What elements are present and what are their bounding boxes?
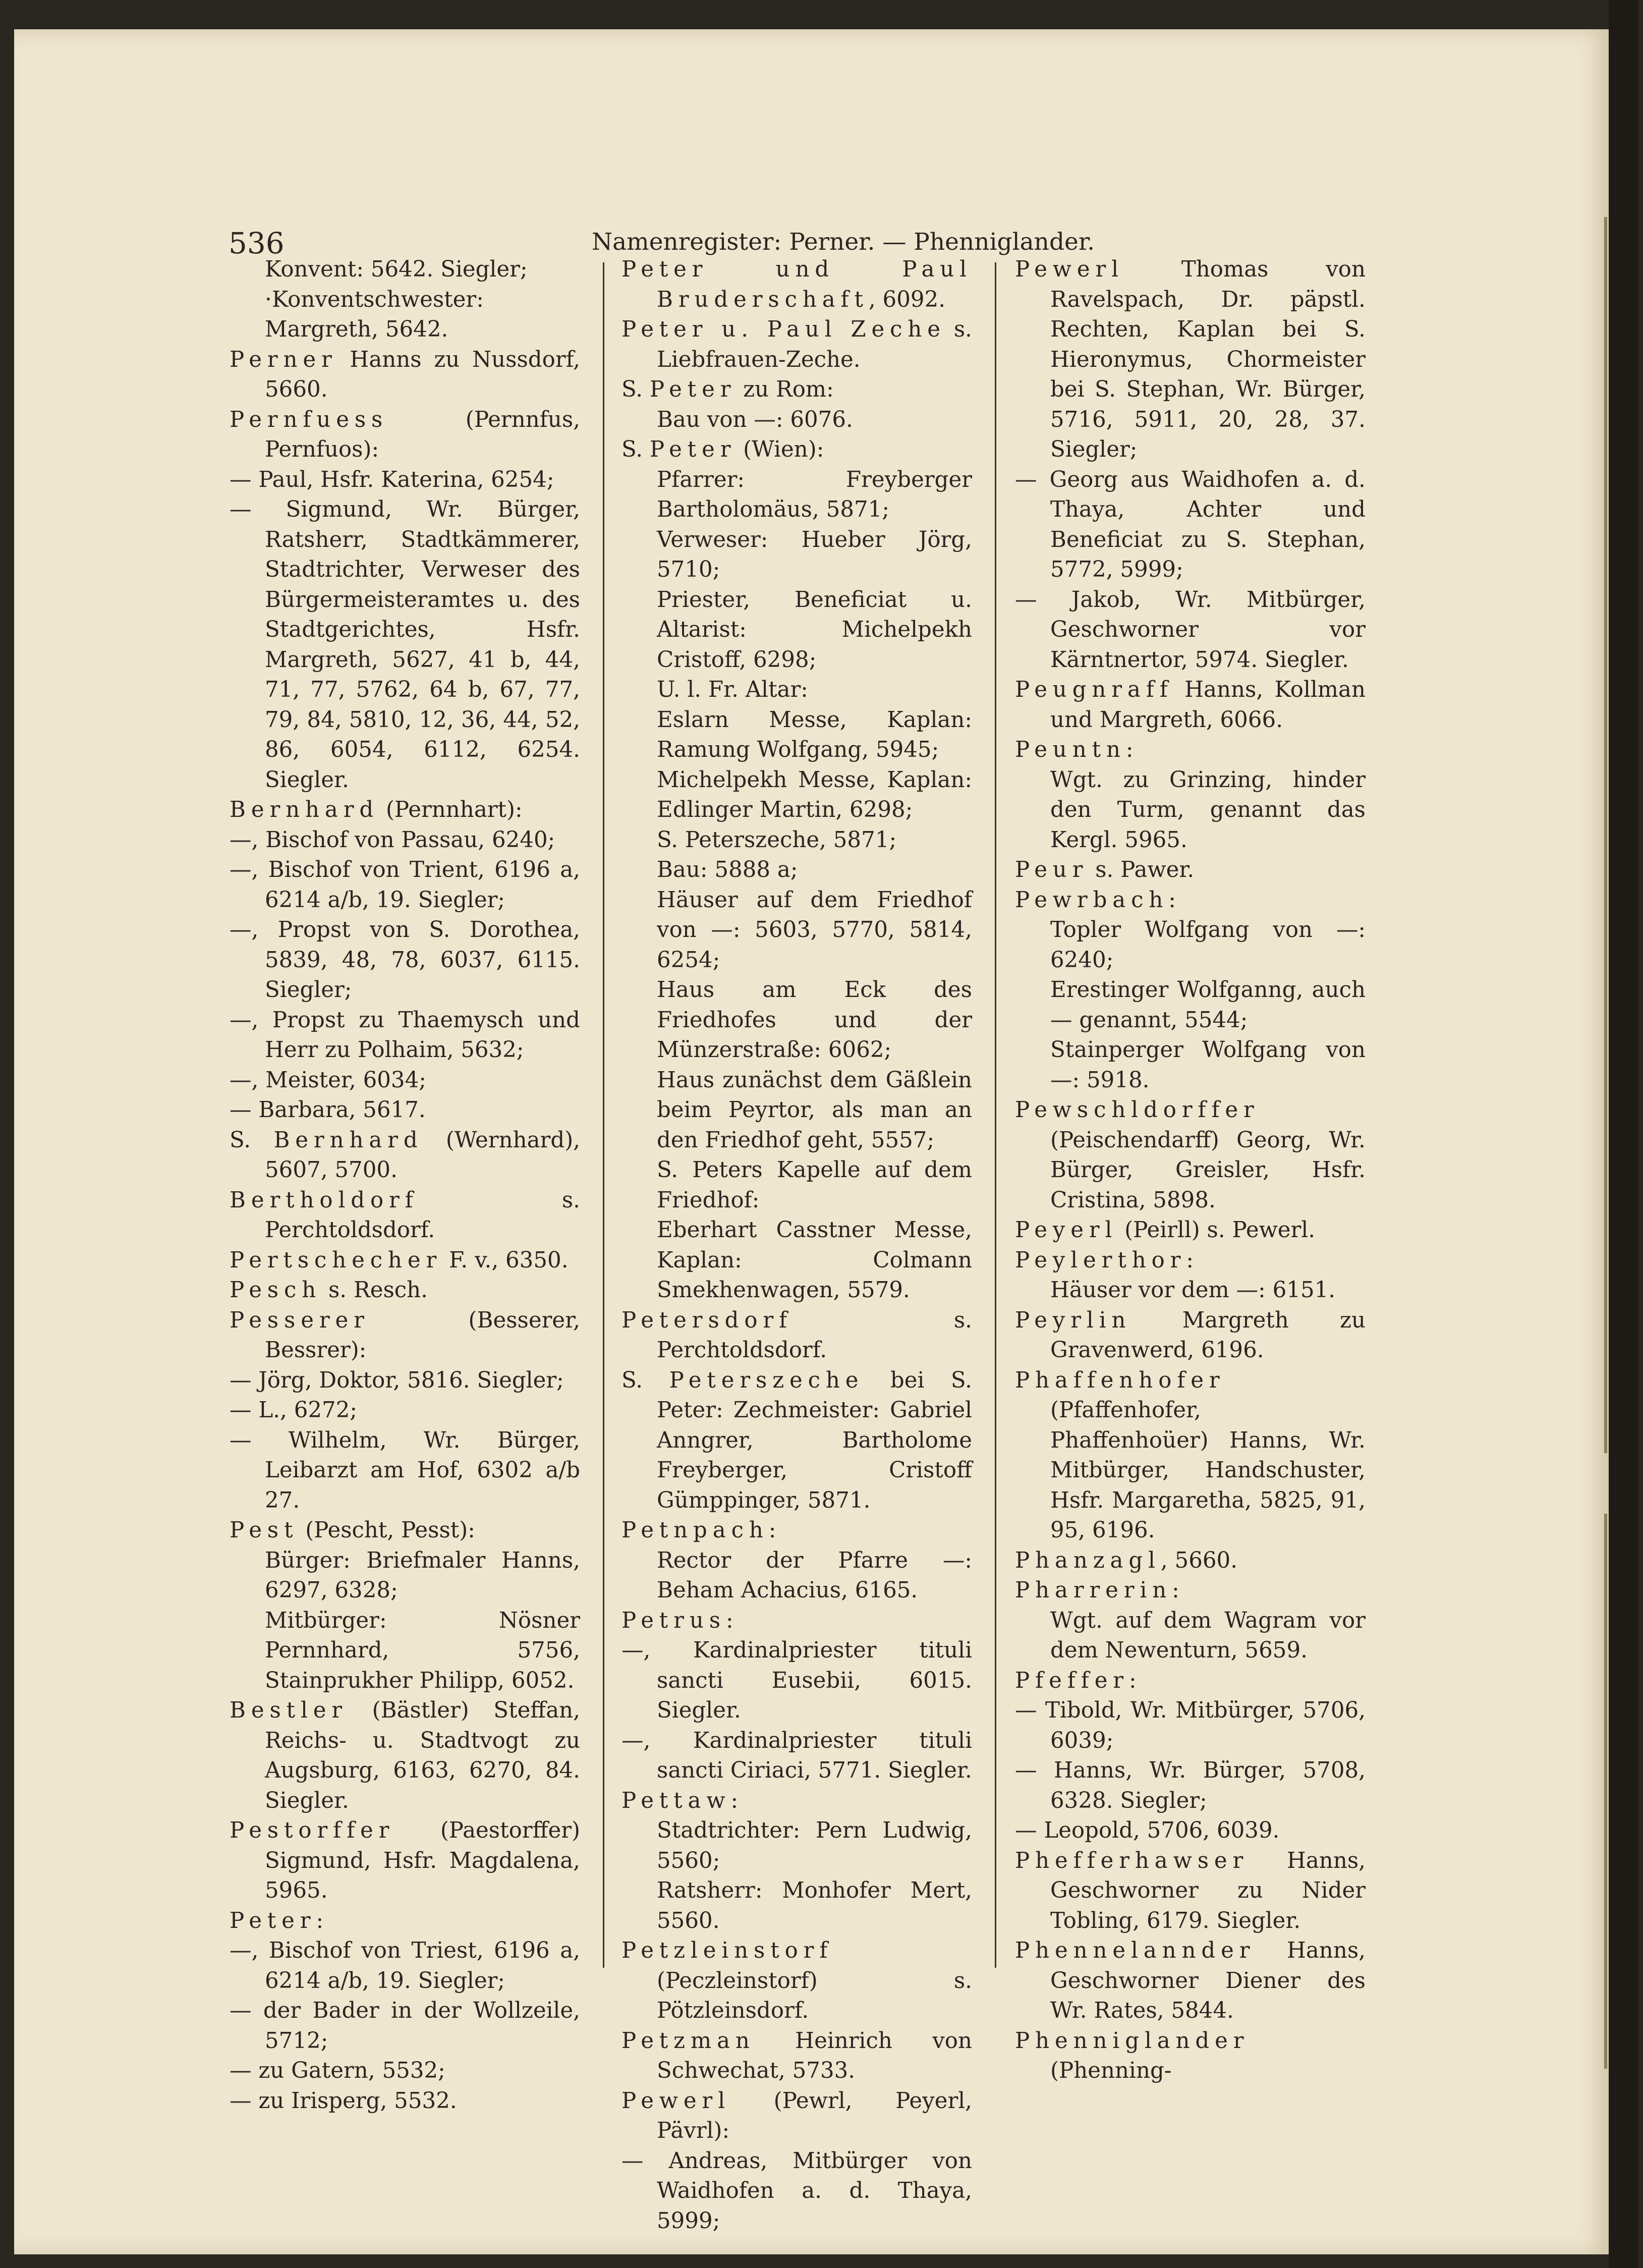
index-entry <box>621 855 972 886</box>
index-entry <box>230 1816 580 1906</box>
index-entry <box>1015 465 1366 585</box>
entry-text: — der Bader in der Wollzeile, 5712; <box>230 1998 580 2054</box>
index-entry <box>1015 1606 1366 1666</box>
entry-text: — Hanns, Wr. Bürger, 5708, 6328. Siegler; <box>1015 1758 1366 1813</box>
entry-text: : <box>1128 1668 1137 1693</box>
entry-headword: Pestorffer <box>230 1818 395 1843</box>
index-entry <box>621 315 972 375</box>
entry-text: — Paul, Hsfr. Katerina, 6254; <box>230 467 554 492</box>
entry-headword: Peter <box>649 377 736 402</box>
index-entry <box>230 1186 580 1246</box>
entry-text: Eslarn Messe, Kaplan: Ramung Wolfgang, 5945; <box>657 707 972 762</box>
index-entry <box>621 1636 972 1726</box>
index-entry <box>230 915 580 1006</box>
index-entry <box>1015 1756 1366 1816</box>
entry-headword: Peter u. Paul Zeche <box>621 317 946 342</box>
index-entry <box>230 1095 580 1126</box>
entry-headword: Peter <box>649 437 736 462</box>
entry-headword: Pertschecher <box>230 1247 442 1273</box>
index-entry <box>621 255 972 315</box>
page-number: 536 <box>229 226 285 260</box>
entry-text: Heinrich von Schwechat, 5733. <box>657 2028 972 2083</box>
entry-text: (Peczleinstorf) s. Pötzleinsdorf. <box>657 1968 972 2023</box>
entry-text: Verweser: Hueber Jörg, 5710; <box>657 527 972 582</box>
entry-headword: Bernhard <box>273 1127 423 1153</box>
index-entry <box>621 705 972 765</box>
index-entry <box>1015 1095 1366 1215</box>
entry-text: Erestinger Wolfganng, auch — genannt, 5544; <box>1050 977 1366 1033</box>
index-entry <box>1015 1215 1366 1246</box>
entry-text: (Pfaffenhofer, Phaffenhoüer) Hanns, Wr. Mitbürger, Handschuster, Hsfr. Margaretha, 5825, 91, 95, 6196. <box>1050 1398 1366 1543</box>
index-column-2 <box>621 255 972 2236</box>
entry-text: Hanns, Kollman und Margreth, 6066. <box>1050 677 1366 733</box>
entry-text: Bürger: Briefmaler Hanns, 6297, 6328; <box>265 1547 580 1603</box>
entry-text: Rector der Pfarre —: Beham Achacius, 6165. <box>657 1547 972 1603</box>
entry-text: S. Peterszeche, 5871; <box>657 827 897 853</box>
entry-text: s. Resch. <box>321 1278 428 1303</box>
index-entry <box>621 825 972 856</box>
entry-text: (Besserer, Bessrer): <box>265 1307 580 1363</box>
entry-text: —, Propst zu Thaemysch und Herr zu Polhaim, 5632; <box>230 1007 580 1063</box>
index-entry <box>230 1426 580 1516</box>
entry-text: — Leopold, 5706, 6039. <box>1015 1818 1280 1843</box>
entry-text: (Phenning- <box>1050 2058 1172 2083</box>
index-entry <box>230 465 580 495</box>
entry-text: (Wien): <box>736 437 824 462</box>
index-entry <box>1015 1666 1366 1696</box>
index-entry <box>1015 1846 1366 1937</box>
entry-headword: Petersdorf <box>621 1307 793 1333</box>
entry-text: bei S. Peter: Zechmeister: Gabriel Anngrer, Bartholome Freyberger, Cristoff Gümppinger, 5871. <box>657 1367 973 1513</box>
entry-text: —, Bischof von Passau, 6240; <box>230 827 555 853</box>
entry-text: Priester, Beneficiat u. Altarist: Michelpekh Cristoff, 6298; <box>657 587 972 673</box>
index-entry <box>230 2086 580 2117</box>
entry-prefix: S. <box>230 1127 274 1153</box>
entry-text: (Peischendarff) Georg, Wr. Bürger, Greisler, Hsfr. Cristina, 5898. <box>1050 1127 1366 1213</box>
index-entry <box>230 1066 580 1096</box>
entry-text: — zu Gatern, 5532; <box>230 2058 445 2083</box>
entry-headword: Bernhard <box>230 797 379 822</box>
entry-text: F. v., 6350. <box>442 1247 569 1273</box>
index-entry <box>1015 1936 1366 2026</box>
index-entry <box>230 495 580 795</box>
entry-headword: Pharrerin <box>1015 1578 1172 1603</box>
entry-text: —, Bischof von Trient, 6196 a, 6214 a/b, 19. Siegler; <box>230 857 580 913</box>
index-entry <box>1015 1816 1366 1846</box>
index-entry <box>1015 855 1366 886</box>
binding-thread <box>1604 1514 1607 2069</box>
entry-headword: Pewerl <box>1015 257 1124 282</box>
index-entry <box>230 285 580 345</box>
entry-text: Bau von —: 6076. <box>657 407 853 432</box>
running-title: Namenregister: Perner. — Phenniglander. <box>592 228 1095 256</box>
entry-headword: Pest <box>230 1518 299 1543</box>
index-entry <box>1015 915 1366 975</box>
entry-headword: Bertholdorf <box>230 1187 419 1213</box>
index-entry <box>230 1006 580 1066</box>
entry-headword: Petrus <box>621 1608 726 1633</box>
entry-text: : <box>725 1608 733 1633</box>
entry-text: Mitbürger: Nösner Pernnhard, 5756, Stainprukher Philipp, 6052. <box>265 1608 580 1693</box>
entry-text: : <box>1186 1247 1194 1273</box>
entry-text: s. Pawer. <box>1088 857 1195 882</box>
index-column-3 <box>1015 255 1366 2086</box>
entry-text: Ratsherr: Monhofer Mert, 5560. <box>657 1878 972 1933</box>
index-entry <box>1015 975 1366 1035</box>
entry-text: (Peirll) s. Pewerl. <box>1117 1218 1316 1243</box>
index-entry <box>621 1786 972 1816</box>
entry-headword: Pesch <box>230 1278 322 1303</box>
column-rule-1 <box>603 262 604 1968</box>
entry-text: s. Perchtoldsdorf. <box>265 1187 580 1243</box>
index-entry <box>230 1246 580 1276</box>
entry-text: Thomas von Ravelspach, Dr. päpstl. Rechten, Kaplan bei S. Hieronymus, Chormeister bei S. Stephan, Wr. Bürger, 5716, 5911, 20, 28, 37. Siegler; <box>1050 257 1366 462</box>
entry-text: Hanns, Geschworner Diener des Wr. Rates, 5844. <box>1050 1938 1366 2023</box>
entry-text: Haus am Eck des Friedhofes und der Münzerstraße: 6062; <box>657 977 972 1063</box>
index-entry <box>621 1516 972 1546</box>
index-entry <box>1015 2026 1366 2086</box>
index-entry <box>230 1516 580 1546</box>
entry-text: , 5660. <box>1160 1547 1238 1573</box>
index-entry <box>230 1396 580 1426</box>
entry-headword: Pettaw <box>621 1788 731 1813</box>
entry-text: — Andreas, Mitbürger von Waidhofen a. d. Thaya, 5999; <box>621 2148 972 2234</box>
entry-text: —, Kardinalpriester tituli sancti Eusebii, 6015. Siegler. <box>621 1638 972 1723</box>
entry-headword: Phanzagl <box>1015 1547 1161 1573</box>
entry-text: — Tibold, Wr. Mitbürger, 5706, 6039; <box>1015 1698 1366 1753</box>
index-entry <box>621 1366 972 1516</box>
index-entry <box>230 255 580 285</box>
entry-text: Hanns zu Nussdorf, 5660. <box>265 347 580 402</box>
entry-headword: Peur <box>1015 857 1089 882</box>
index-entry <box>1015 1276 1366 1306</box>
index-entry <box>621 375 972 405</box>
index-entry <box>230 2056 580 2086</box>
index-entry <box>1015 735 1366 765</box>
index-entry <box>621 1066 972 1156</box>
index-entry <box>230 1546 580 1606</box>
index-entry <box>230 795 580 825</box>
index-entry <box>230 1276 580 1306</box>
index-entry <box>1015 585 1366 676</box>
entry-text: , 6092. <box>868 287 946 312</box>
index-entry <box>230 1996 580 2056</box>
entry-headword: Peylerthor <box>1015 1247 1186 1273</box>
entry-headword: Phenniglander <box>1015 2028 1250 2054</box>
index-entry <box>230 1606 580 1696</box>
entry-text: Stainperger Wolfgang von —: 5918. <box>1050 1037 1366 1093</box>
index-entry <box>1015 1576 1366 1606</box>
entry-text: Konvent: 5642. Siegler; <box>265 257 528 282</box>
index-entry <box>621 975 972 1066</box>
index-entry <box>230 1306 580 1366</box>
index-entry <box>230 1696 580 1816</box>
entry-headword: Peugnraff <box>1015 677 1173 702</box>
index-entry <box>621 1306 972 1366</box>
entry-text: —, Bischof von Triest, 6196 a, 6214 a/b, 19. Siegler; <box>230 1938 580 1994</box>
entry-headword: Pewschldorffer <box>1015 1097 1260 1123</box>
binding-thread <box>1604 217 1607 1453</box>
entry-headword: Peter und Paul Bruderschaft <box>621 257 972 312</box>
index-entry <box>1015 765 1366 856</box>
entry-text: s. Perchtoldsdorf. <box>657 1307 972 1363</box>
entry-text: (Pewrl, Peyerl, Pävrl): <box>657 2088 972 2143</box>
entry-headword: Pernfuess <box>230 407 388 432</box>
entry-headword: Petzleinstorf <box>621 1938 833 1963</box>
entry-text: Häuser vor dem —: 6151. <box>1050 1278 1336 1303</box>
index-entry <box>621 405 972 435</box>
index-entry <box>621 435 972 465</box>
index-entry <box>230 405 580 465</box>
entry-text: U. l. Fr. Altar: <box>657 677 808 702</box>
entry-text: (Bästler) Steffan, Reichs- u. Stadtvogt zu Augsburg, 6163, 6270, 84. Siegler. <box>265 1698 580 1813</box>
index-entry <box>621 765 972 825</box>
entry-text: Bau: 5888 a; <box>657 857 798 882</box>
index-entry <box>621 675 972 705</box>
entry-headword: Pesserer <box>230 1307 370 1333</box>
entry-text: : <box>730 1788 739 1813</box>
entry-text: —, Kardinalpriester tituli sancti Ciriaci, 5771. Siegler. <box>621 1728 972 1783</box>
entry-text: (Paestorffer) Sigmund, Hsfr. Magdalena, 5965. <box>265 1818 580 1903</box>
entry-text: — Jakob, Wr. Mitbürger, Geschworner vor Kärntnertor, 5974. Siegler. <box>1015 587 1366 673</box>
index-entry <box>230 1126 580 1186</box>
entry-text: s. Liebfrauen-Zeche. <box>657 317 973 372</box>
index-entry <box>1015 1035 1366 1095</box>
entry-headword: Petnpach <box>621 1518 769 1543</box>
entry-text: — Barbara, 5617. <box>230 1097 426 1123</box>
index-entry <box>621 1876 972 1936</box>
entry-text: — zu Irisperg, 5532. <box>230 2088 457 2114</box>
entry-text: Stadtrichter: Pern Ludwig, 5560; <box>657 1818 972 1873</box>
entry-text: Haus zunächst dem Gäßlein beim Peyrtor, als man an den Friedhof geht, 5557; <box>657 1067 972 1153</box>
index-entry <box>621 525 972 585</box>
index-entry <box>621 1155 972 1215</box>
index-entry <box>621 465 972 525</box>
entry-text: (Pernnfus, Pernfuos): <box>265 407 580 462</box>
entry-headword: Phennelannder <box>1015 1938 1256 1963</box>
index-entry <box>1015 886 1366 916</box>
index-entry <box>621 2146 972 2237</box>
entry-headword: Peyrlin <box>1015 1307 1131 1333</box>
entry-text: ·Konventschwester: Margreth, 5642. <box>265 287 484 342</box>
entry-text: — Wilhelm, Wr. Bürger, Leibarzt am Hof, 6302 a/b 27. <box>230 1427 580 1513</box>
index-entry <box>621 1215 972 1306</box>
index-entry <box>621 1816 972 1876</box>
entry-headword: Phefferhawser <box>1015 1848 1249 1873</box>
entry-text: — L., 6272; <box>230 1398 358 1423</box>
entry-headword: Bestler <box>230 1698 348 1723</box>
entry-text: — Georg aus Waidhofen a. d. Thaya, Achter und Beneficiat zu S. Stephan, 5772, 5999; <box>1015 467 1366 582</box>
entry-text: : <box>316 1908 324 1933</box>
column-rule-2 <box>995 262 996 1968</box>
entry-headword: Pfeffer <box>1015 1668 1129 1693</box>
entry-text: Margreth zu Gravenwerd, 6196. <box>1050 1307 1366 1363</box>
index-entry <box>1015 1546 1366 1576</box>
index-entry <box>621 2026 972 2086</box>
index-entry <box>621 886 972 976</box>
entry-text: : <box>768 1518 776 1543</box>
entry-text: Michelpekh Messe, Kaplan: Edlinger Martin, 6298; <box>657 767 972 822</box>
entry-text: Eberhart Casstner Messe, Kaplan: Colmann Smekhenwagen, 5579. <box>657 1218 972 1303</box>
entry-text: Hanns, Geschworner zu Nider Tobling, 6179. Siegler. <box>1050 1848 1366 1933</box>
entry-text: —, Propst von S. Dorothea, 5839, 48, 78, 6037, 6115. Siegler; <box>230 917 580 1003</box>
index-entry <box>230 855 580 915</box>
index-entry <box>621 1546 972 1606</box>
entry-text: Häuser auf dem Friedhof von —: 5603, 5770, 5814, 6254; <box>657 887 972 973</box>
entry-headword: Pewerl <box>621 2088 730 2114</box>
entry-text: Topler Wolfgang von —: 6240; <box>1050 917 1366 973</box>
entry-text: : <box>1172 1578 1179 1603</box>
index-entry <box>1015 1696 1366 1756</box>
entry-prefix: S. <box>621 377 650 402</box>
index-entry <box>1015 1366 1366 1546</box>
entry-headword: Peuntn <box>1015 737 1126 762</box>
index-entry <box>1015 1306 1366 1366</box>
index-entry <box>621 1606 972 1636</box>
index-entry <box>621 1936 972 2026</box>
entry-headword: Pewrbach <box>1015 887 1169 913</box>
entry-headword: Peyerl <box>1015 1218 1118 1243</box>
index-entry <box>1015 255 1366 465</box>
entry-text: — Sigmund, Wr. Bürger, Ratsherr, Stadtkämmerer, Stadtrichter, Verweser des Bürgermeisteramtes u. des Stadtgerichtes, Hsfr. Margreth, 5627, 41 b, 44, 71, 77, 5762, 64 b, 67, 77, 79, 84, 5810, 12, 36, 44, 52, 86, 6054, 6112, 6254. Siegler. <box>230 497 580 793</box>
entry-text: : <box>1125 737 1134 762</box>
entry-prefix: S. <box>621 437 650 462</box>
index-entry <box>230 1936 580 1996</box>
index-column-1 <box>230 255 580 2116</box>
entry-text: : <box>1168 887 1176 913</box>
index-entry <box>1015 675 1366 735</box>
entry-text: —, Meister, 6034; <box>230 1067 426 1093</box>
book-binding-edge <box>1609 0 1638 2268</box>
index-entry <box>230 345 580 405</box>
entry-text: Pfarrer: Freyberger Bartholomäus, 5871; <box>657 467 972 522</box>
index-entry <box>1015 1246 1366 1276</box>
entry-prefix: S. <box>621 1367 669 1393</box>
index-entry <box>621 585 972 676</box>
index-entry <box>621 2086 972 2146</box>
entry-text: (Wernhard), 5607, 5700. <box>265 1127 580 1183</box>
entry-headword: Peter <box>230 1908 316 1933</box>
index-entry <box>230 1906 580 1937</box>
entry-text: — Jörg, Doktor, 5816. Siegler; <box>230 1367 564 1393</box>
entry-text: (Pernnhart): <box>379 797 523 822</box>
index-entry <box>230 1366 580 1396</box>
entry-text: Wgt. auf dem Wagram vor dem Newenturn, 5659. <box>1050 1608 1366 1663</box>
index-entry <box>621 1726 972 1786</box>
entry-headword: Perner <box>230 347 337 372</box>
entry-text: (Pescht, Pesst): <box>298 1518 475 1543</box>
entry-headword: Phaffenhofer <box>1015 1367 1225 1393</box>
entry-headword: Petzman <box>621 2028 755 2054</box>
entry-text: Wgt. zu Grinzing, hinder den Turm, genannt das Kergl. 5965. <box>1050 767 1366 853</box>
entry-headword: Peterszeche <box>669 1367 864 1393</box>
entry-text: S. Peters Kapelle auf dem Friedhof: <box>657 1157 972 1213</box>
index-entry <box>230 825 580 856</box>
entry-text: zu Rom: <box>736 377 834 402</box>
